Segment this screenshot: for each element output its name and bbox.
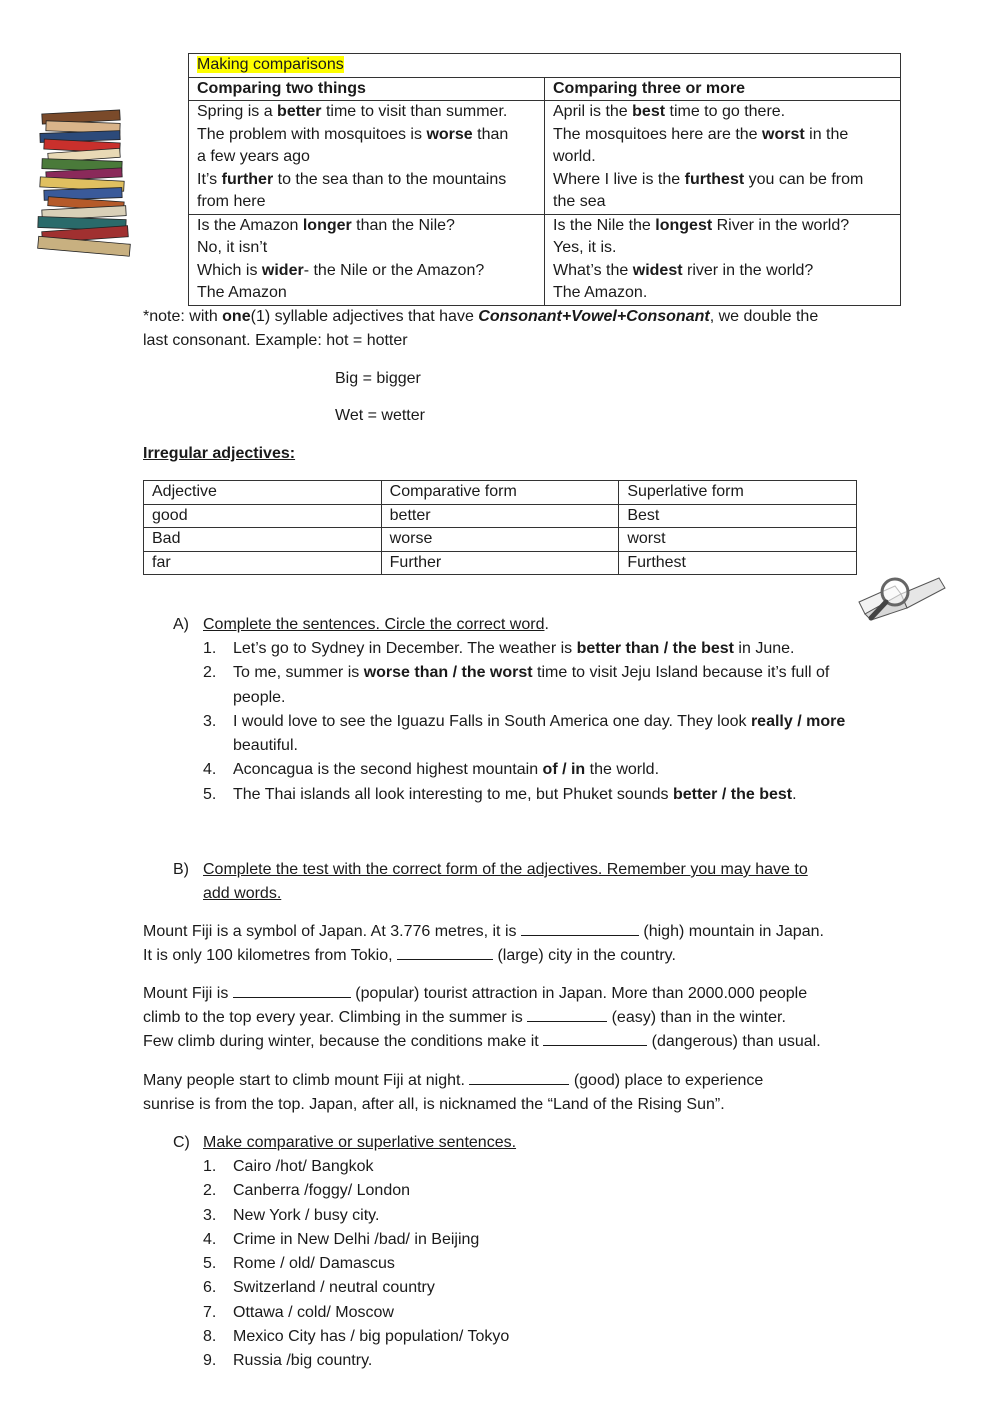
list-item: 2. Canberra /foggy/ London: [203, 1182, 411, 1200]
answer-blank[interactable]: [543, 1031, 647, 1046]
table-cell: Superlative form: [619, 481, 857, 505]
cell-line: from here: [197, 193, 266, 210]
section-c-heading: [173, 1131, 516, 1155]
comparisons-title-cell: [189, 54, 901, 78]
answer-blank[interactable]: [397, 945, 493, 960]
book-stack-icon: [36, 106, 134, 264]
list-item: 3. New York / busy city.: [203, 1206, 380, 1224]
list-item: 3. I would love to see the Iguazu Falls in South America one day. They look really / more beautiful.: [203, 712, 846, 755]
header-two-things: Comparing two things: [189, 77, 545, 101]
note-paragraph: *note: with one(1) syllable adjectives that have Consonant+Vowel+Consonant, we double the last consonant. Example: hot = hotter: [143, 308, 819, 349]
list-item: 4. Aconcagua is the second highest mountain of / in the world.: [203, 761, 660, 779]
section-label: B): [173, 861, 189, 878]
table-cell: Adjective: [144, 481, 382, 505]
table-cell: worst: [619, 528, 857, 552]
table-row: [144, 504, 857, 528]
comparisons-title: Making comparisons: [197, 56, 344, 73]
cell-line: The Amazon.: [553, 284, 648, 301]
cell-line: Is the Amazon longer than the Nile?: [197, 216, 455, 234]
section-instruction: Complete the test with the correct form of the adjectives. Remember you may have to: [203, 861, 808, 878]
irregular-table: [143, 480, 857, 575]
table-cell: Furthest: [619, 551, 857, 575]
section-instruction: Complete the sentences. Circle the correct word: [203, 616, 545, 633]
header-three-or-more: Comparing three or more: [545, 77, 901, 101]
answer-blank[interactable]: [527, 1007, 607, 1022]
answer-blank[interactable]: [521, 921, 639, 936]
cell-line: It’s further to the sea than to the mountains: [197, 170, 507, 188]
row1-right-cell: [545, 101, 901, 215]
list-item: 4. Crime in New Delhi /bad/ in Beijing: [203, 1230, 480, 1248]
cell-line: No, it isn’t: [197, 239, 268, 256]
table-cell: better: [381, 504, 619, 528]
section-instruction-cont: add words.: [203, 885, 282, 902]
section-c-list: [203, 1155, 853, 1374]
table-cell: far: [144, 551, 382, 575]
table-cell: good: [144, 504, 382, 528]
section-instruction: Make comparative or superlative sentences.: [203, 1134, 517, 1151]
row1-left-cell: [189, 101, 545, 215]
row2-left-cell: [189, 214, 545, 305]
table-cell: worse: [381, 528, 619, 552]
cell-line: Is the Nile the longest River in the world?: [553, 216, 850, 234]
list-item: 2. To me, summer is worse than / the worst time to visit Jeju Island because it’s full of people.: [203, 664, 830, 706]
section-label: C): [173, 1134, 190, 1151]
list-item: 6. Switzerland / neutral country: [203, 1279, 435, 1297]
table-cell: Further: [381, 551, 619, 575]
table-cell: Bad: [144, 528, 382, 552]
table-row: [144, 481, 857, 505]
cell-line: world.: [553, 148, 596, 165]
fuji-paragraph-1: Mount Fiji is a symbol of Japan. At 3.776 metres, it is (high) mountain in Japan. It is only 100 kilometres from Tokio, (large) city in the country.: [143, 923, 824, 964]
cell-line: The Amazon: [197, 284, 287, 301]
list-item: 1. Cairo /hot/ Bangkok: [203, 1158, 374, 1175]
fuji-paragraph-3: Many people start to climb mount Fiji at night. (good) place to experience sunrise is from the top. Japan, after all, is nicknamed the “Land of the Rising Sun”.: [143, 1072, 764, 1113]
list-item: 7. Ottawa / cold/ Moscow: [203, 1303, 394, 1321]
magnifier-book-icon: [855, 572, 947, 624]
cell-line: April is the best time to go there.: [553, 103, 786, 120]
fuji-paragraph-2: Mount Fiji is (popular) tourist attraction in Japan. More than 2000.000 people climb to the top every year. Climbing in the summer is (easy) than in the winter. Few climb during winter, because the conditions make it (dangerous) than usual.: [143, 985, 821, 1050]
answer-blank[interactable]: [469, 1070, 569, 1085]
cell-line: The mosquitoes here are the worst in the: [553, 125, 849, 143]
cell-line: Yes, it is.: [553, 239, 617, 256]
section-a-heading: A) Complete the sentences. Circle the correct word.: [173, 613, 549, 637]
table-row: [144, 551, 857, 575]
list-item: 9. Russia /big country.: [203, 1352, 373, 1370]
note-example-wet: Wet = wetter: [335, 407, 425, 424]
cell-line: the sea: [553, 193, 606, 210]
table-cell: Comparative form: [381, 481, 619, 505]
table-row: [144, 528, 857, 552]
section-b-heading: [173, 858, 808, 906]
list-item: 5. Rome / old/ Damascus: [203, 1255, 395, 1273]
list-item: 8. Mexico City has / big population/ Tokyo: [203, 1328, 510, 1346]
section-a-list: [203, 637, 853, 807]
cell-line: Spring is a better time to visit than summer.: [197, 103, 508, 120]
cell-line: Which is wider- the Nile or the Amazon?: [197, 261, 485, 279]
irregular-heading: Irregular adjectives:: [143, 445, 296, 462]
section-label: A): [173, 616, 189, 633]
answer-blank[interactable]: [233, 983, 351, 998]
list-item: 1. Let’s go to Sydney in December. The weather is better than / the best in June.: [203, 640, 795, 657]
cell-line: The problem with mosquitoes is worse than: [197, 125, 509, 143]
cell-line: a few years ago: [197, 148, 310, 165]
list-item: 5. The Thai islands all look interesting to me, but Phuket sounds better / the best.: [203, 785, 797, 803]
table-cell: Best: [619, 504, 857, 528]
cell-line: What’s the widest river in the world?: [553, 261, 814, 279]
note-example-big: Big = bigger: [335, 370, 421, 387]
comparisons-table: [188, 53, 901, 306]
cell-line: Where I live is the furthest you can be from: [553, 170, 864, 188]
row2-right-cell: [545, 214, 901, 305]
